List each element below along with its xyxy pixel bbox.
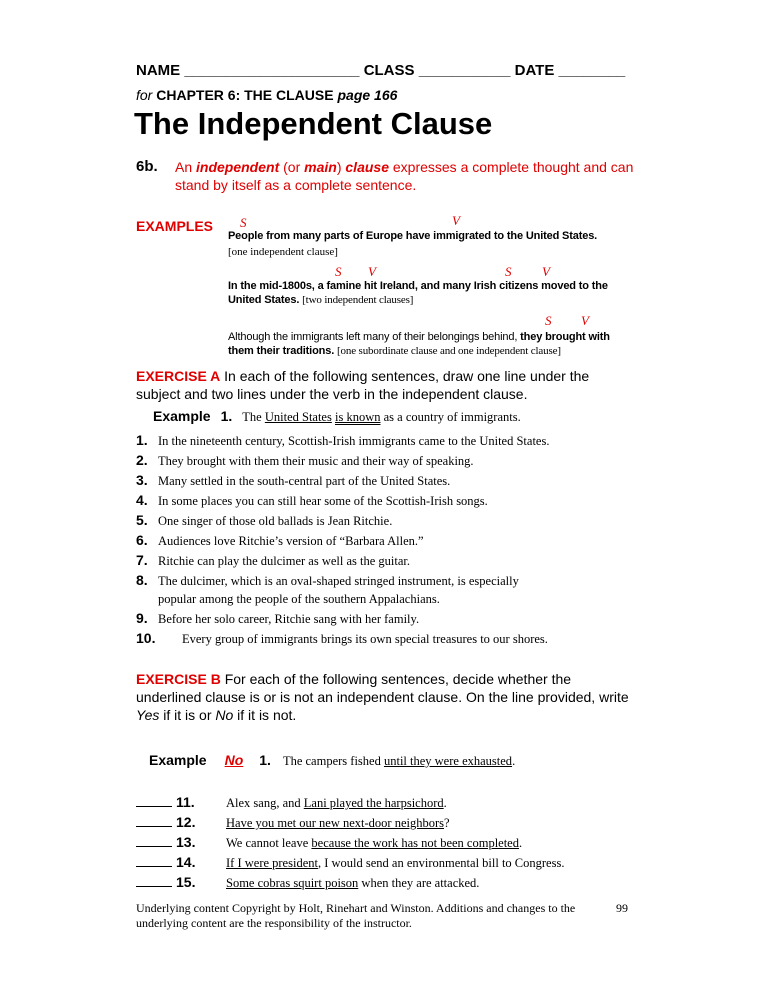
example-sentence-3: Although the immigrants left many of their belongings behind, they brought with them their traditions. [one subordinate clause and one independent clause] (228, 331, 610, 357)
exercise-a-instructions: EXERCISE A In each of the following sentences, draw one line under the subject and two lines under the verb in the independent clause. (136, 368, 590, 402)
verb-mark: V (542, 264, 550, 279)
list-item: 1. In the nineteenth century, Scottish-Irish immigrants came to the United States. (136, 432, 550, 448)
answer-item: 11. Alex sang, and Lani played the harpsichord. (136, 794, 447, 812)
subject-mark: S (335, 264, 342, 279)
page-title: The Independent Clause (134, 106, 493, 141)
exercise-b-instructions: EXERCISE B For each of the following sentences, decide whether the underlined clause is or is not an independent clause. On the line provided, write Yes if it is or No if it is not. (136, 671, 629, 723)
list-item: 8. The dulcimer, which is an oval-shaped stringed instrument, is especially (136, 572, 519, 588)
list-item: 4. In some places you can still hear some of the Scottish-Irish songs. (136, 492, 488, 508)
answer-blank[interactable] (136, 794, 172, 807)
list-item: 9. Before her solo career, Ritchie sang with her family. (136, 610, 420, 626)
example-sentence-1: People from many parts of Europe have immigrated to the United States. (228, 230, 598, 242)
list-item: 3. Many settled in the south-central part of the United States. (136, 472, 451, 488)
answer-blank[interactable] (136, 834, 172, 847)
subject-mark: S (240, 215, 247, 230)
answer-blank[interactable] (136, 854, 172, 867)
rule-number: 6b. (136, 158, 158, 175)
chapter-reference: for CHAPTER 6: THE CLAUSE page 166 (136, 87, 398, 103)
example-note-1: [one independent clause] (228, 246, 338, 258)
exercise-b-example: Example No 1. The campers fished until they were exhausted. (149, 752, 516, 768)
name-class-date-line: NAME _____________________ CLASS ___________ DATE ________ (136, 62, 626, 79)
list-item: 7. Ritchie can play the dulcimer as well as the guitar. (136, 552, 411, 568)
list-item: 5. One singer of those old ballads is Jean Ritchie. (136, 512, 393, 528)
answer-item: 12. Have you met our new next-door neighbors? (136, 814, 450, 832)
answer-blank[interactable] (136, 814, 172, 827)
list-item: 6. Audiences love Ritchie’s version of “Barbara Allen.” (136, 532, 424, 548)
example-answer: No (224, 752, 244, 768)
verb-mark: V (368, 264, 376, 279)
list-item: 2. They brought with them their music and their way of speaking. (136, 452, 474, 468)
verb-mark: V (452, 213, 460, 228)
rule-definition: An independent (or main) clause expresses a complete thought and can stand by itself as a complete sentence. (175, 159, 634, 193)
copyright-footer: Underlying content Copyright by Holt, Rinehart and Winston. Additions and changes to the underlying content are the responsibility of the instructor. (136, 901, 576, 930)
exercise-a-example: Example 1. The United States is known as a country of immigrants. (153, 408, 521, 424)
answer-item: 13. We cannot leave because the work has not been completed. (136, 834, 522, 852)
answer-blank[interactable] (136, 874, 172, 887)
answer-item: 15. Some cobras squirt poison when they are attacked. (136, 874, 479, 892)
answer-item: 14. If I were president, I would send an environmental bill to Congress. (136, 854, 564, 872)
verb-mark: V (581, 313, 589, 328)
example-sentence-2: In the mid-1800s, a famine hit Ireland, and many Irish citizens moved to the United States. [two independent clauses] (228, 280, 608, 306)
list-item-continuation: popular among the people of the southern Appalachians. (158, 592, 440, 606)
page-number: 99 (616, 901, 628, 915)
subject-mark: S (545, 313, 552, 328)
subject-mark: S (505, 264, 512, 279)
list-item: 10. Every group of immigrants brings its own special treasures to our shores. (136, 630, 548, 646)
examples-label: EXAMPLES (136, 218, 214, 234)
